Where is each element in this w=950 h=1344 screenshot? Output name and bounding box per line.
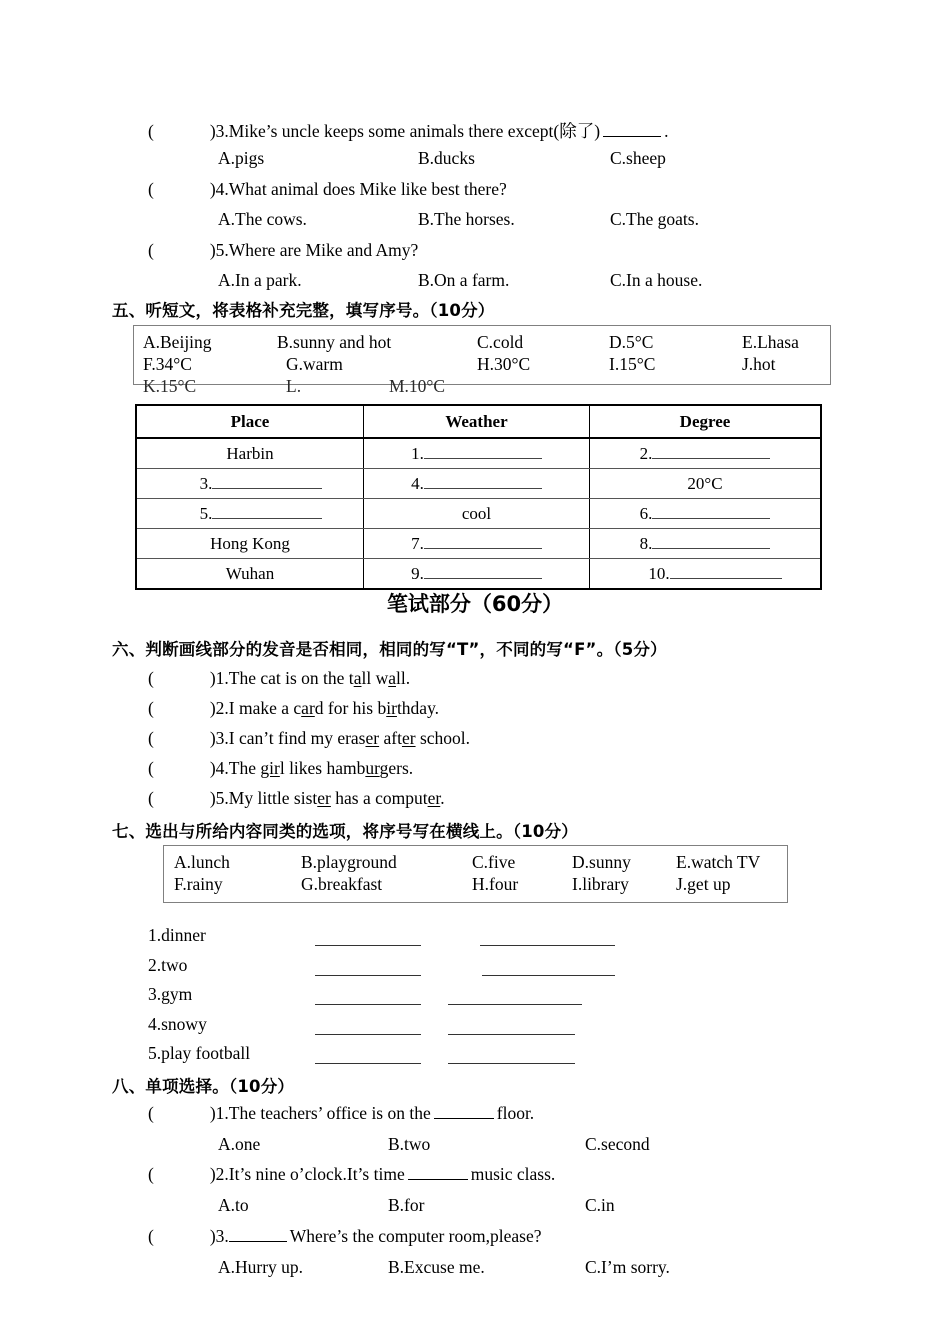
cell-weather-blank-1[interactable] [364,438,590,469]
item-label: two [161,955,188,975]
section-seven-word-bank [163,845,788,903]
item-label: dinner [161,925,206,945]
option-b-q1[interactable]: B.two [388,1134,431,1154]
word-bank-option-j[interactable]: J.hot [742,354,776,374]
option-a-q3[interactable]: A.pigs [218,148,265,168]
section-seven-item-1 [148,925,206,946]
write-line[interactable] [424,445,542,459]
question-text-after: music class. [470,1164,556,1184]
blank-number: 9. [411,563,424,583]
cell-degree-blank-10[interactable] [590,559,822,590]
word-bank-option-j[interactable]: J.get up [676,874,731,894]
word-bank-option-b[interactable]: B.sunny and hot [277,332,392,352]
answer-line-1a[interactable] [315,945,421,946]
write-line[interactable] [424,565,542,579]
column-header-weather: Weather [364,405,590,438]
write-line[interactable] [424,475,542,489]
option-c-q5[interactable]: C.In a house. [610,270,703,290]
option-b-q4[interactable]: B.The horses. [418,209,515,229]
question-text-after: Where’s the computer room,please? [289,1226,542,1246]
write-line[interactable] [670,565,782,579]
cell-degree-blank-2[interactable] [590,438,822,469]
section-seven-item-5 [148,1043,250,1064]
word-bank-option-d[interactable]: D.sunny [572,852,631,872]
blank-number: 7. [411,533,424,553]
word-bank-option-i[interactable]: I.15°C [609,354,656,374]
word-bank-clipped-row-2: L. [286,376,302,396]
question-text: Where are Mike and Amy? [228,240,419,260]
section-six-item-2 [148,698,439,719]
item-number: 2. [215,698,229,718]
word-bank-option-a[interactable]: A.Beijing [143,332,212,352]
table-row [136,559,821,590]
word-bank-option-e[interactable]: E.Lhasa [742,332,799,352]
blank-number: 6. [639,503,653,523]
cell-weather-blank-7[interactable] [364,529,590,559]
blank-number: 8. [639,533,653,553]
word-bank-option-f[interactable]: F.34°C [143,354,192,374]
fill-blank[interactable] [229,1227,287,1242]
cell-degree-blank-6[interactable] [590,499,822,529]
question-text: Mike’s uncle keeps some animals there except(除了) [228,121,601,141]
item-number: 2. [148,955,162,975]
blank-number: 5. [199,503,213,523]
option-c-q2[interactable]: C.in [585,1195,615,1215]
answer-line-5a[interactable] [315,1063,421,1064]
option-c-q3[interactable]: C.sheep [610,148,666,168]
answer-bracket[interactable]: ( ) [148,240,216,260]
fill-blank[interactable] [603,122,661,137]
answer-bracket[interactable]: ( ) [148,1164,216,1184]
word-bank-option-c[interactable]: C.five [472,852,516,872]
cell-degree-20c: 20°C [590,469,822,499]
blank-number: 4. [411,473,424,493]
question-number: 4. [215,179,229,199]
section-six-item-4 [148,758,413,779]
item-label: gym [161,984,193,1004]
table-header-row [136,405,821,438]
blank-number: 10. [648,563,670,583]
word-bank-option-e[interactable]: E.watch TV [676,852,761,872]
section-six-item-1 [148,668,410,689]
column-header-place: Place [136,405,364,438]
option-b-q3b[interactable]: B.Excuse me. [388,1257,485,1277]
listening-question-3 [148,118,668,143]
answer-bracket[interactable]: ( ) [148,788,216,808]
option-a-q1[interactable]: A.one [218,1134,261,1154]
section-six-item-5 [148,788,445,809]
written-part-title: 笔试部分（60分） [386,592,564,616]
answer-bracket[interactable]: ( ) [148,179,216,199]
cell-place-blank-5[interactable] [136,499,364,529]
question-number: 3. [215,1226,229,1246]
option-b-q5[interactable]: B.On a farm. [418,270,510,290]
option-c-q3b[interactable]: C.I’m sorry. [585,1257,670,1277]
answer-bracket[interactable]: ( ) [148,728,216,748]
section-seven-heading: 七、选出与所给内容同类的选项，将序号写在横线上。（10分） [112,822,579,841]
write-line[interactable] [652,535,770,549]
question-number: 1. [215,1103,229,1123]
question-text: The teachers’ office is on the [228,1103,431,1123]
question-text: It’s nine o’clock.It’s time [228,1164,405,1184]
item-number: 1. [148,925,162,945]
section-five-heading: 五、听短文，将表格补充完整，填写序号。（10分） [112,301,495,320]
cell-weather-cool: cool [364,499,590,529]
question-number: 3. [215,121,229,141]
listening-question-4 [148,179,507,200]
write-line[interactable] [652,505,770,519]
answer-line-5b[interactable] [448,1063,575,1064]
section-eight-question-2 [148,1164,555,1185]
fill-blank[interactable] [408,1165,468,1180]
item-number: 4. [215,758,229,778]
word-bank-option-h[interactable]: H.four [472,874,519,894]
question-text-after: . [664,121,669,141]
write-line[interactable] [652,445,770,459]
item-text: My little sister has a computer. [228,788,445,808]
word-bank-clipped-row-3: M.10°C [389,376,446,396]
word-bank-option-g[interactable]: G.breakfast [301,874,383,894]
option-b-q3[interactable]: B.ducks [418,148,475,168]
question-number: 2. [215,1164,229,1184]
answer-line-1b[interactable] [480,945,615,946]
weather-table [135,404,822,590]
section-eight-question-3 [148,1226,541,1247]
answer-bracket[interactable]: ( ) [148,1226,216,1246]
section-seven-item-2 [148,955,187,976]
section-eight-heading: 八、单项选择。（10分） [112,1077,295,1096]
fill-blank[interactable] [434,1104,494,1119]
item-number: 3. [215,728,229,748]
item-text: I make a card for his birthday. [228,698,440,718]
item-text: The girl likes hamburgers. [228,758,414,778]
write-line[interactable] [424,535,542,549]
option-a-q2[interactable]: A.to [218,1195,249,1215]
answer-line-4a[interactable] [315,1034,421,1035]
answer-bracket[interactable]: ( ) [148,668,216,688]
section-seven-item-4 [148,1014,207,1035]
cell-place-blank-3[interactable] [136,469,364,499]
cell-weather-blank-4[interactable] [364,469,590,499]
table-row [136,438,821,469]
answer-line-2a[interactable] [315,975,421,976]
section-six-heading: 六、判断画线部分的发音是否相同，相同的写“T”，不同的写“F”。（5分） [112,640,667,659]
table-row [136,499,821,529]
option-b-q2[interactable]: B.for [388,1195,425,1215]
cell-place-harbin: Harbin [136,438,364,469]
answer-line-3a[interactable] [315,1004,421,1005]
blank-number: 2. [639,443,653,463]
answer-bracket[interactable]: ( ) [148,698,216,718]
write-line[interactable] [212,475,322,489]
item-number: 1. [215,668,229,688]
cell-weather-blank-9[interactable] [364,559,590,590]
item-number: 4. [148,1014,162,1034]
answer-bracket[interactable]: ( ) [148,758,216,778]
cell-place-wuhan: Wuhan [136,559,364,590]
cell-place-hongkong: Hong Kong [136,529,364,559]
option-c-q4[interactable]: C.The goats. [610,209,699,229]
question-number: 5. [215,240,229,260]
answer-bracket[interactable]: ( ) [148,121,216,141]
blank-number: 3. [199,473,213,493]
option-c-q1[interactable]: C.second [585,1134,650,1154]
question-text: What animal does Mike like best there? [228,179,507,199]
answer-line-2b[interactable] [482,975,615,976]
section-six-item-3 [148,728,470,749]
word-bank-option-b[interactable]: B.playground [301,852,397,872]
item-number: 3. [148,984,162,1004]
table-row [136,529,821,559]
word-bank-option-i[interactable]: I.library [572,874,629,894]
option-a-q3b[interactable]: A.Hurry up. [218,1257,304,1277]
word-bank-option-f[interactable]: F.rainy [174,874,223,894]
answer-line-4b[interactable] [448,1034,575,1035]
word-bank-option-h[interactable]: H.30°C [477,354,531,374]
item-number: 5. [148,1043,162,1063]
item-label: play football [161,1043,251,1063]
column-header-degree: Degree [590,405,822,438]
section-eight-question-1 [148,1103,534,1124]
listening-question-5 [148,240,418,261]
option-a-q5[interactable]: A.In a park. [218,270,302,290]
item-label: snowy [161,1014,207,1034]
section-seven-item-3 [148,984,192,1005]
item-text: I can’t find my eraser after school. [228,728,471,748]
table-row [136,469,821,499]
answer-bracket[interactable]: ( ) [148,1103,216,1123]
word-bank-option-g[interactable]: G.warm [286,354,343,374]
item-number: 5. [215,788,229,808]
word-bank-option-d[interactable]: D.5°C [609,332,654,352]
blank-number: 1. [411,443,424,463]
section-five-word-bank [133,325,831,396]
option-a-q4[interactable]: A.The cows. [218,209,307,229]
question-text-after: floor. [496,1103,535,1123]
answer-line-3b[interactable] [448,1004,582,1005]
write-line[interactable] [212,505,322,519]
word-bank-clipped-row-1: K.15°C [143,376,197,396]
word-bank-option-c[interactable]: C.cold [477,332,524,352]
word-bank-option-a[interactable]: A.lunch [174,852,230,872]
cell-degree-blank-8[interactable] [590,529,822,559]
item-text: The cat is on the tall wall. [228,668,411,688]
